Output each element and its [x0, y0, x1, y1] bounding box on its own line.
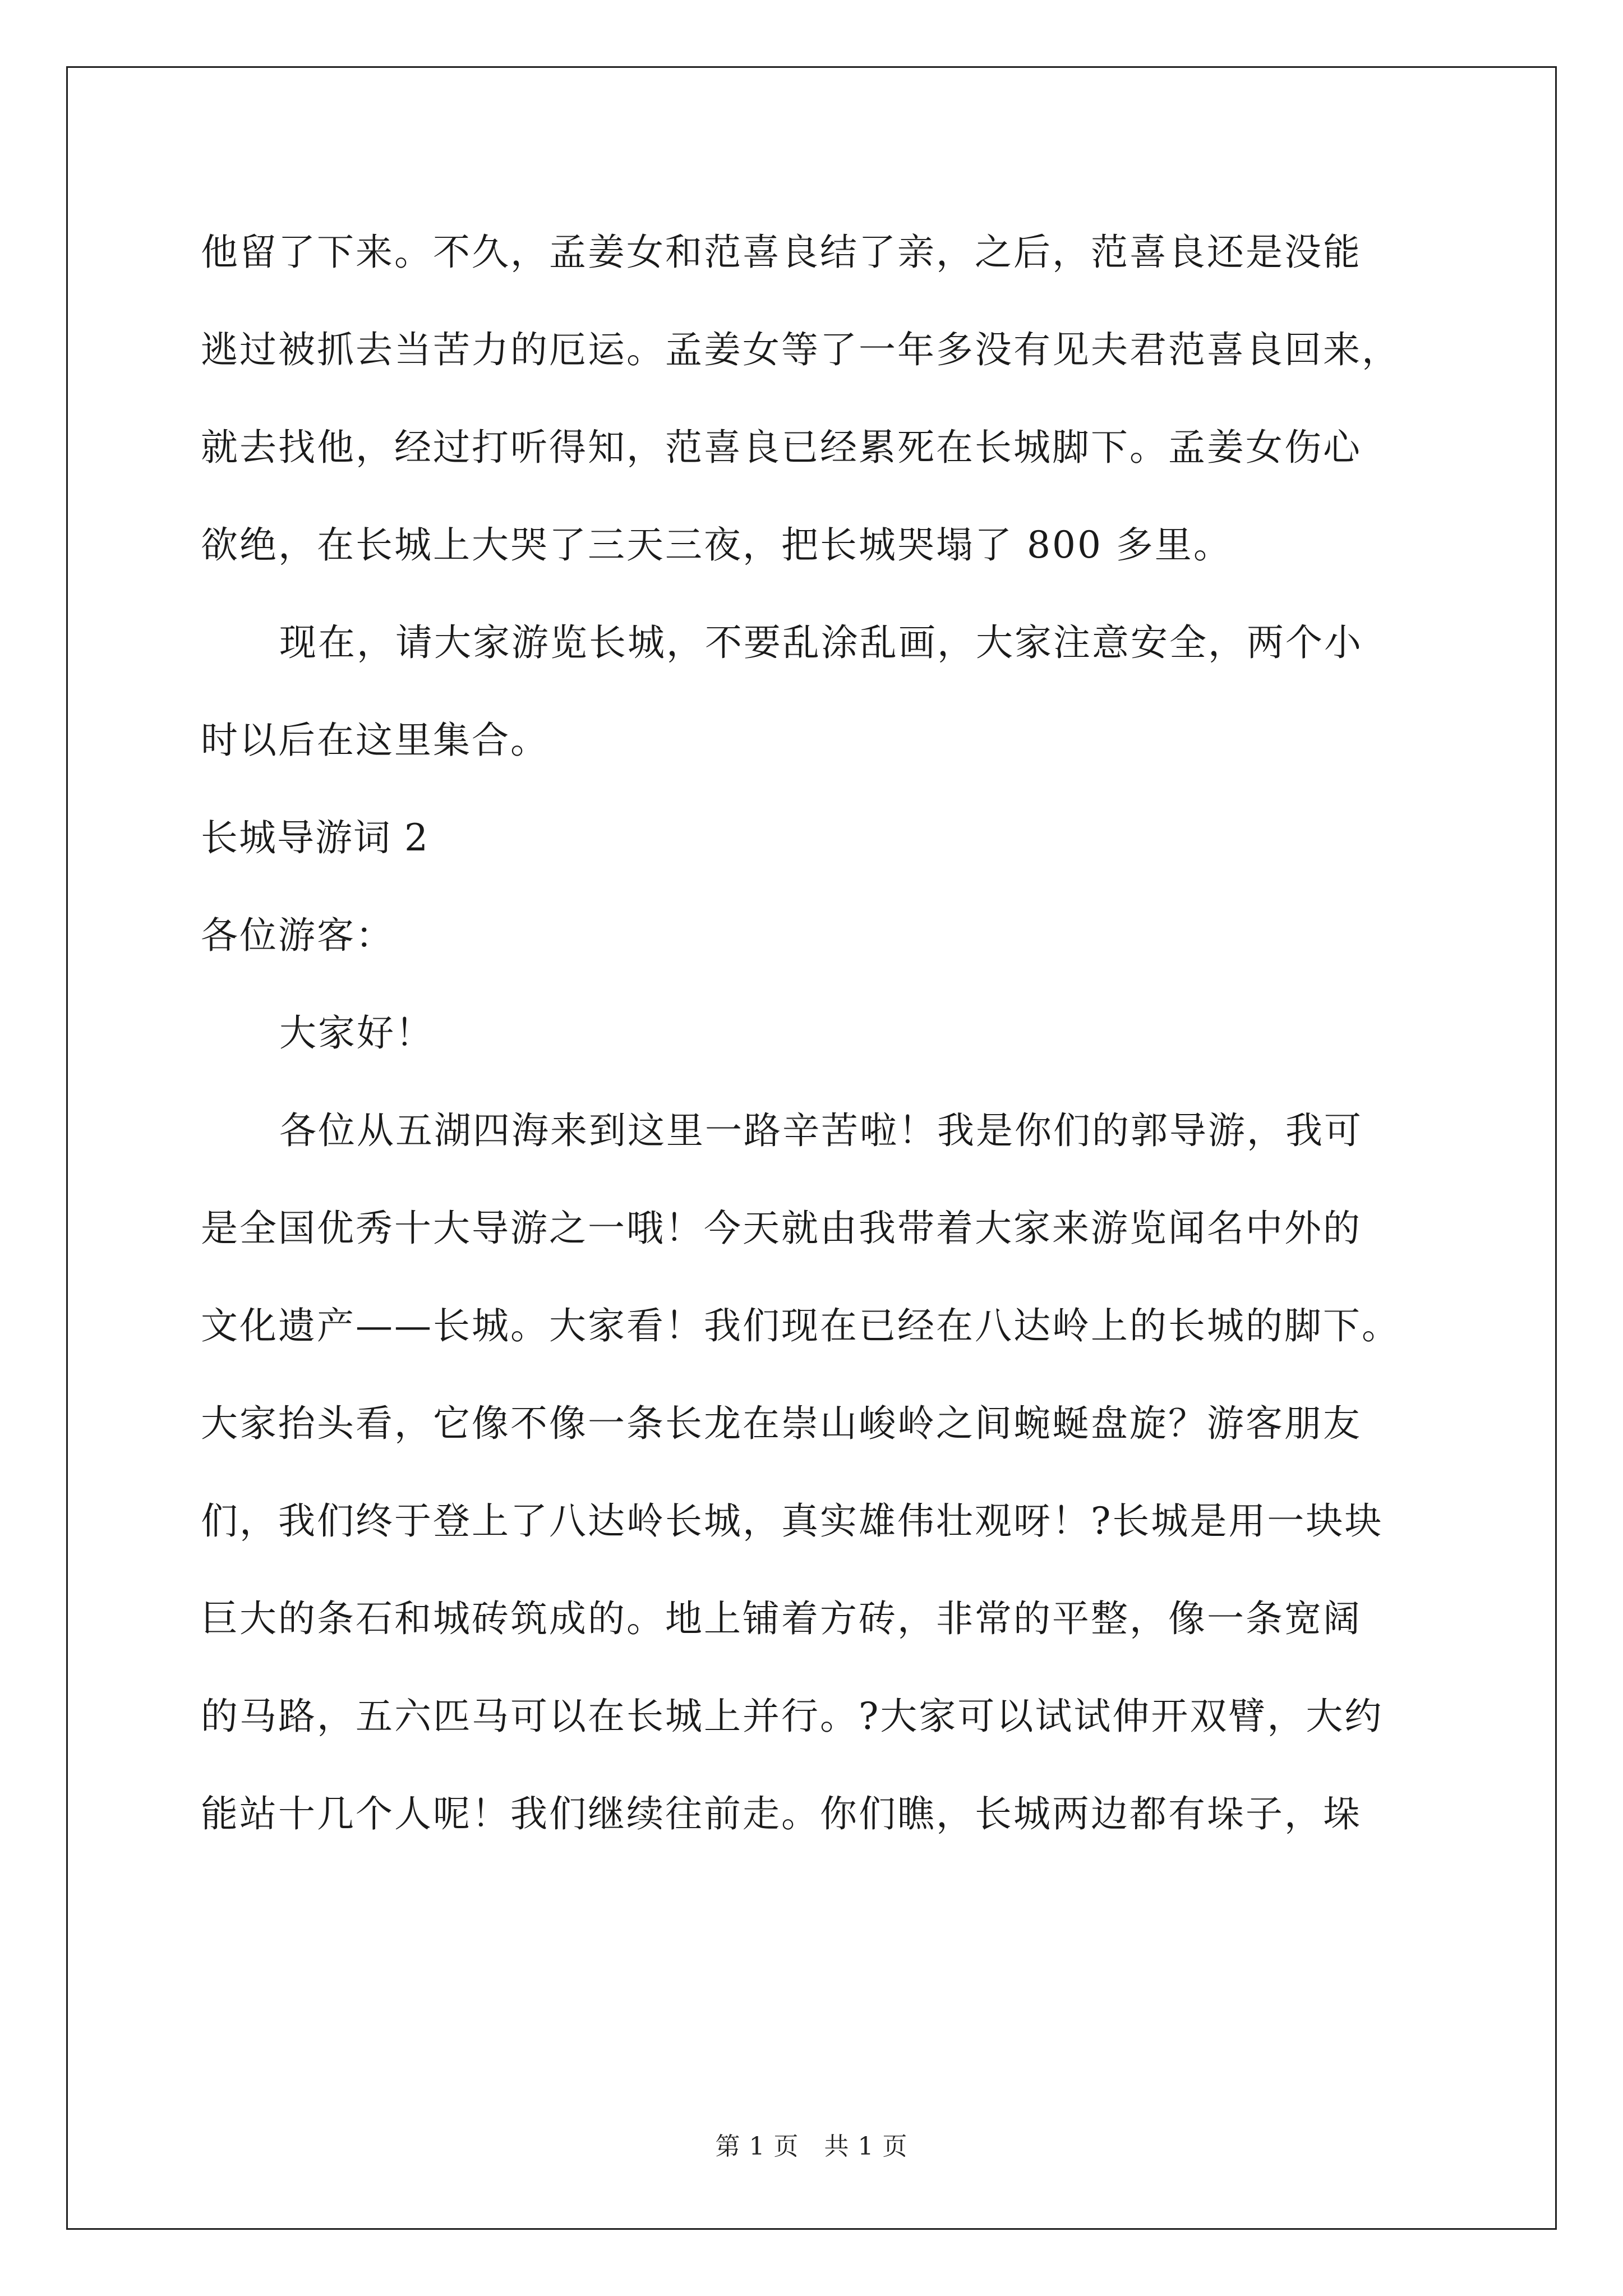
text-line-3: 就去找他，经过打听得知，范喜良已经累死在长城脚下。孟姜女伤心 — [201, 426, 1362, 469]
text-line-16: 的马路，五六匹马可以在长城上并行。?大家可以试试伸开双臂，大约 — [201, 1695, 1384, 1738]
page-number-footer: 第 1 页 共 1 页 — [715, 2132, 908, 2161]
text-line-15: 巨大的条石和城砖筑成的。地上铺着方砖，非常的平整，像一条宽阔 — [201, 1597, 1362, 1640]
text-line-12: 文化遗产——长城。大家看！我们现在已经在八达岭上的长城的脚下。 — [201, 1304, 1400, 1347]
text-line-4: 欲绝，在长城上大哭了三天三夜，把长城哭塌了 800 多里。 — [201, 523, 1232, 567]
text-line-10: 各位从五湖四海来到这里一路辛苦啦！我是你们的郭导游，我可 — [279, 1109, 1363, 1152]
text-line-14: 们，我们终于登上了八达岭长城，真实雄伟壮观呀！?长城是用一块块 — [201, 1499, 1384, 1543]
text-line-11: 是全国优秀十大导游之一哦！今天就由我带着大家来游览闻名中外的 — [201, 1207, 1362, 1250]
salutation: 各位游客： — [201, 914, 394, 957]
text-line-17: 能站十几个人呢！我们继续往前走。你们瞧，长城两边都有垛子，垛 — [201, 1792, 1362, 1835]
document-body — [201, 213, 1435, 1872]
text-line-2: 逃过被抓去当苦力的厄运。孟姜女等了一年多没有见夫君范喜良回来， — [201, 328, 1400, 371]
text-line-6: 时以后在这里集合。 — [201, 719, 549, 762]
text-line-13: 大家抬头看，它像不像一条长龙在崇山峻岭之间蜿蜒盘旋？游客朋友 — [201, 1402, 1362, 1445]
greeting: 大家好！ — [279, 1011, 434, 1055]
text-line-1: 他留了下来。不久，孟姜女和范喜良结了亲，之后，范喜良还是没能 — [201, 231, 1362, 274]
text-line-5: 现在，请大家游览长城，不要乱涂乱画，大家注意安全，两个小 — [279, 621, 1363, 664]
section-heading: 长城导游词 2 — [201, 816, 429, 859]
